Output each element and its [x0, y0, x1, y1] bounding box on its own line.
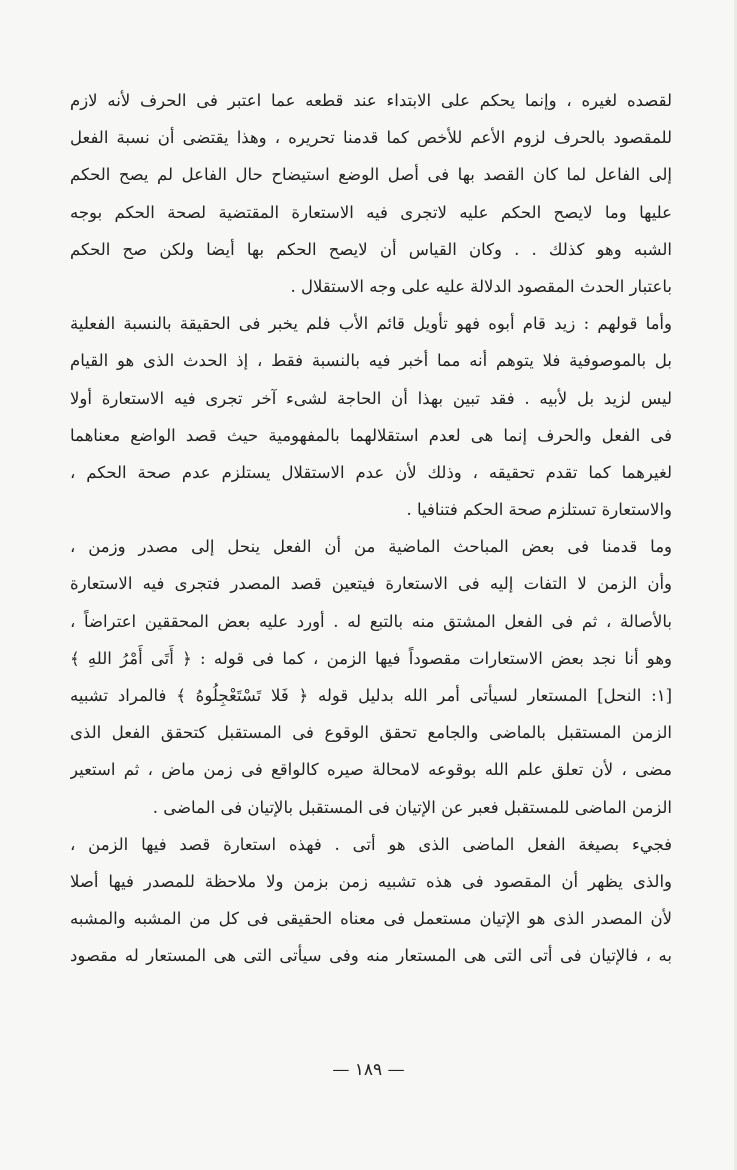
text-line-11: لغيرهما كما تقدم تحقيقه ، وذلك لأن عدم الاستقلال يستلزم عدم صحة الحكم ، [70, 462, 672, 482]
text-line-4: عليها وما لايصح الحكم عليه لاتجرى فيه الاستعارة المقتضية لصحة الحكم بوجه [70, 202, 672, 222]
text-line-17: [١: النحل] المستعار لسيأتى أمر الله بدليل قوله ﴿ فَلا تَسْتَعْجِلُوهُ ﴾ فالمراد تشبيه [70, 686, 672, 705]
text-line-7: وأما قولهم : زيد قام أبوه فهو تأويل قائم الأب فلم يخبر فى الحقيقة بالنسبة الفعلية [70, 314, 672, 334]
text-line-9: ليس لزيد بل لأبيه . فقد تبين بهذا أن الحاجة لشىء آخر تجرى فيه الاستعارة أولا [70, 388, 672, 408]
text-line-20: الزمن الماضى للمستقبل فعبر عن الإتيان فى المستقبل بالإتيان فى الماضى . [152, 797, 672, 817]
text-line-24: به ، فالإتيان فى أتى التى هى المستعار منه وفى سيأتى التى هى المستعار له مقصود [70, 946, 672, 966]
body-text [70, 82, 672, 975]
text-line-16: وهو أنا نجد بعض الاستعارات مقصوداً فيها الزمن ، كما فى قوله : ﴿ أَتَى أَمْرُ اللهِ ﴾ [70, 648, 672, 668]
text-line-14: وأن الزمن لا التفات إليه فى الاستعارة فيتعين قصد المصدر فتجرى فيه الاستعارة [70, 574, 672, 594]
text-line-12: والاستعارة تستلزم صحة الحكم فتنافيا . [406, 500, 672, 520]
text-line-2: للمقصود بالحرف لزوم الأعم للأخص كما قدمنا تحريره ، وهذا يقتضى أن نسبة الفعل [70, 128, 672, 148]
text-line-22: والذى يظهر أن المقصود فى هذه تشبيه زمن بزمن ولا ملاحظة للمصدر فيها أصلا [70, 871, 672, 891]
text-line-10: فى الفعل والحرف إنما هى لعدم استقلالهما بالمفهومية حيث قصد الواضع معناهما [70, 425, 672, 445]
text-line-5: الشبه وهو كذلك . . وكان القياس أن لايصح الحكم بها أيضا ولكن صح الحكم [70, 239, 672, 259]
text-line-13: وما قدمنا فى بعض المباحث الماضية من أن الفعل ينحل إلى مصدر وزمن ، [70, 537, 672, 557]
text-line-23: لأن المصدر الذى هو الإتيان مستعمل فى معناه الحقيقى فى كل من المشبه والمشبه [70, 909, 672, 929]
text-line-18: الزمن المستقبل بالماضى والجامع تحقق الوقوع فى المستقبل كتحقق الفعل الذى [70, 723, 672, 743]
text-line-15: بالأصالة ، ثم فى الفعل المشتق منه بالتبع له . أورد عليه بعض المحققين اعتراضاً ، [70, 611, 672, 631]
text-line-8: بل بالموصوفية فلا يتوهم أنه مما أخبر فيه بالنسبة فقط ، إذ الحدث الذى هو القيام [70, 351, 672, 371]
text-line-3: إلى الفاعل لما كان القصد بها فى أصل الوضع استيضاح حال الفاعل لم يصح الحكم [70, 165, 672, 185]
text-line-6: باعتبار الحدث المقصود الدلالة عليه على وجه الاستقلال . [290, 276, 672, 296]
text-line-19: مضى ، لأن تعلق علم الله بوقوعه لامحالة صيره كالواقع فى زمن ماض ، ثم استعير [70, 760, 672, 780]
text-line-21: فجيء بصيغة الفعل الماضى الذى هو أتى . فهذه استعارة قصد فيها الزمن ، [70, 834, 672, 854]
page-number: — ١٨٩ — [332, 1060, 405, 1080]
text-line-1: لقصده لغيره ، وإنما يحكم على الابتداء عند قطعه عما اعتبر فى الحرف لأنه لازم [70, 91, 672, 110]
